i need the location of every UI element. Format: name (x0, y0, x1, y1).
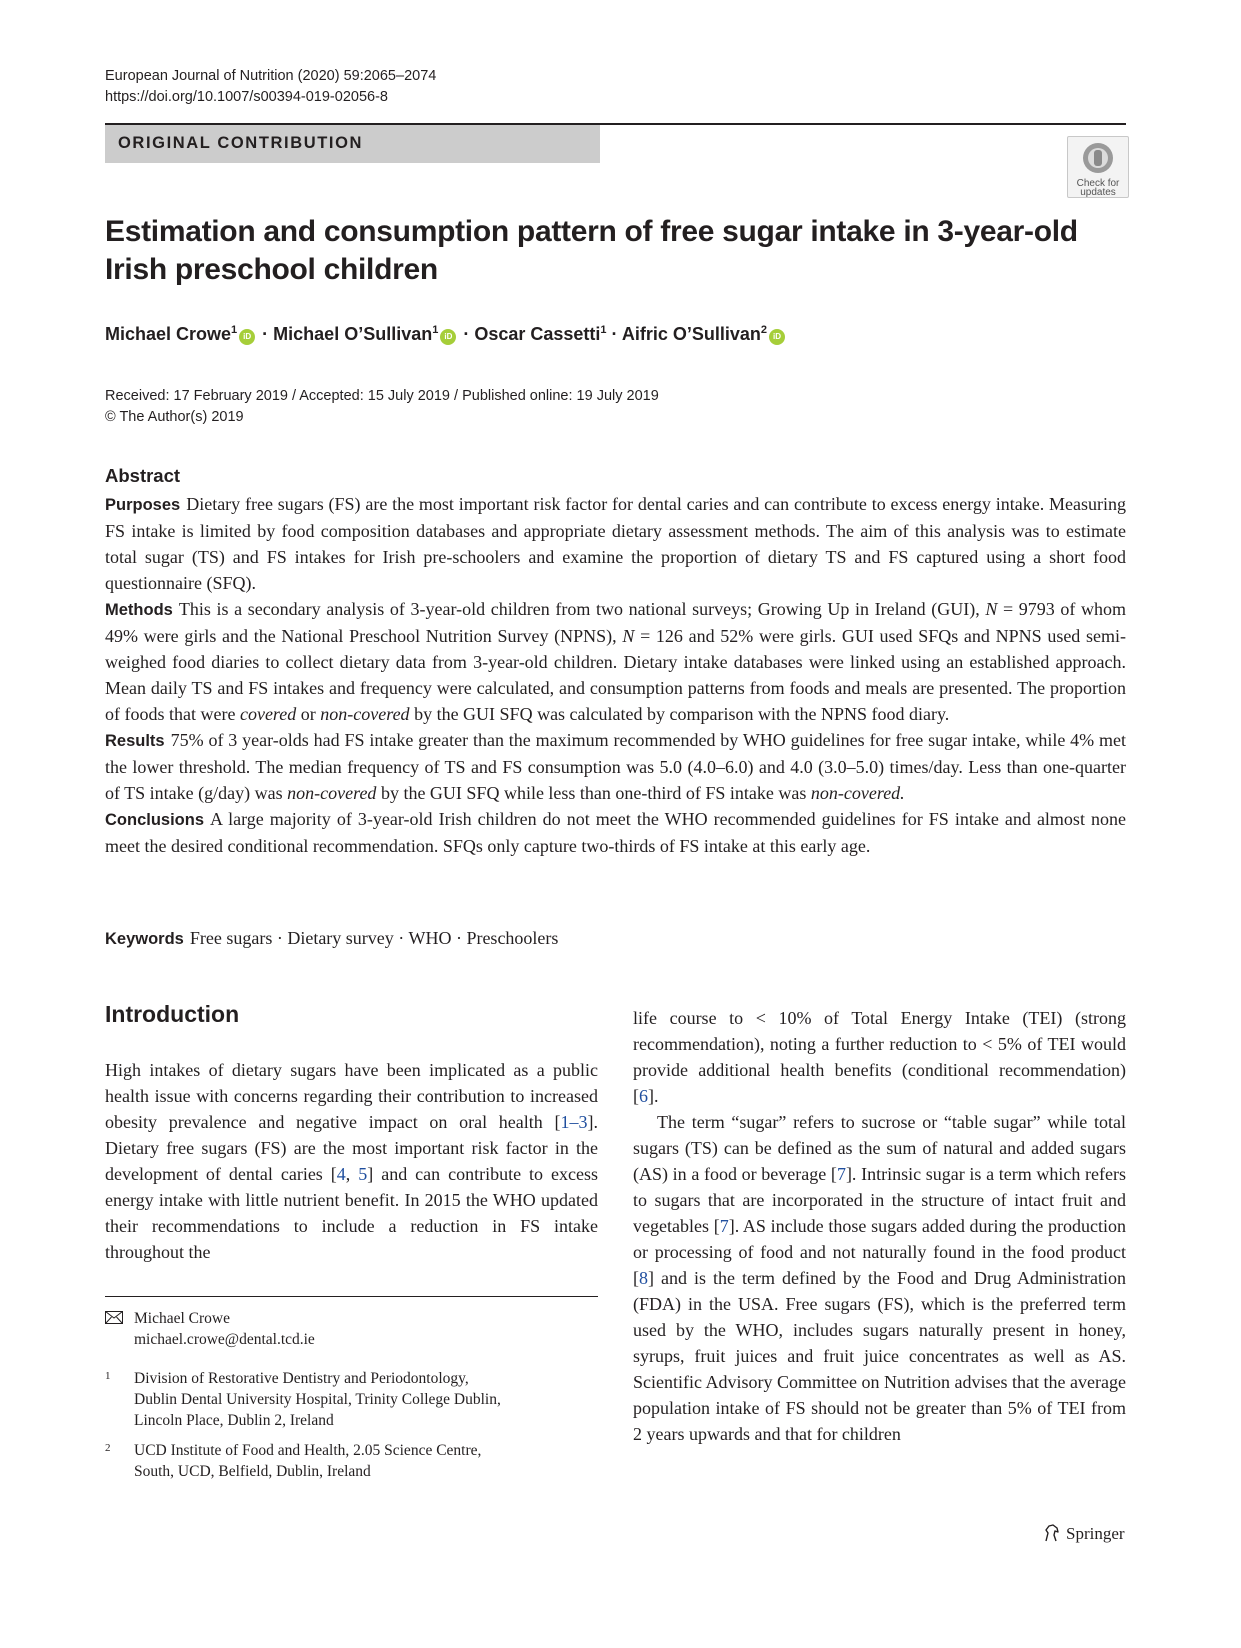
dates-line: Received: 17 February 2019 / Accepted: 15 July 2019 / Published online: 19 July 2019 (105, 388, 659, 404)
title-line-2: Irish preschool children (105, 253, 438, 286)
methods-n-symbol: N (985, 599, 998, 619)
author-affiliation: 1 (600, 324, 607, 336)
conclusions-label: Conclusions (105, 811, 205, 829)
journal-citation (105, 66, 436, 108)
affiliation-line: Dublin Dental University Hospital, Trinity College Dublin, (134, 1391, 501, 1408)
methods-emphasis: non-covered (320, 704, 410, 724)
intro-text: The term “sugar” refers to sucrose or “table sugar” while total sugars (TS) can be defined as the sum of natural and added sugars (AS) in a food or beverage [ (633, 1112, 1126, 1184)
check-updates-label-1: Check for (1076, 178, 1120, 189)
author-name[interactable]: Michael O’Sullivan (273, 324, 433, 344)
methods-text: This is a secondary analysis of 3-year-old children from two national surveys; Growing Up in Ireland (GUI), (178, 599, 986, 619)
methods-label: Methods (105, 601, 173, 619)
intro-text: , (345, 1164, 359, 1184)
envelope-icon (105, 1311, 123, 1324)
footnote-rule (105, 1296, 598, 1297)
author-list: Michael Crowe$^1$iD · Michael O’Sullivan$^1$iD · Oscar Cassetti$^1$ · Aifric O’Sullivan$^2$iD (105, 324, 787, 345)
results-emphasis: non-covered. (810, 783, 905, 803)
orcid-icon[interactable]: iD (239, 329, 255, 345)
intro-text: High intakes of dietary sugars have been implicated as a public health issue with concerns regarding their contribution to increased obesity prevalence and negative impact on oral health [ (105, 1060, 598, 1132)
author-name[interactable]: Michael Crowe (105, 324, 232, 344)
section-label: ORIGINAL CONTRIBUTION (118, 134, 364, 152)
methods-n-symbol: N (622, 626, 635, 646)
abstract-body (105, 491, 1126, 859)
intro-left-column (105, 1057, 598, 1265)
author-affiliation: 1 (231, 324, 238, 336)
purposes-text: Dietary free sugars (FS) are the most important risk factor for dental caries and can contribute to excess energy intake. Measuring FS intake is limited by food composition databases and appropriate dietary assessment methods. The aim of this analysis was to estimate total sugar (TS) and FS intakes for Irish pre-schoolers and examine the proportion of dietary TS and FS captured using a short food questionnaire (SFQ). (105, 494, 1126, 593)
keywords-text: Free sugars · Dietary survey · WHO · Preschoolers (189, 928, 559, 948)
author-affiliation: 1 (432, 324, 439, 336)
abstract-results (105, 727, 1126, 806)
methods-text: or (296, 704, 321, 724)
orcid-icon[interactable]: iD (769, 329, 785, 345)
corresponding-email[interactable]: michael.crowe@dental.tcd.ie (134, 1331, 315, 1348)
author-name[interactable]: Oscar Cassetti (474, 324, 601, 344)
intro-paragraph (633, 1005, 1126, 1109)
corresponding-name: Michael Crowe (134, 1310, 230, 1327)
publisher-name: Springer (1066, 1524, 1125, 1543)
keywords (105, 928, 558, 949)
abstract-heading: Abstract (105, 465, 181, 486)
results-emphasis: non-covered (287, 783, 377, 803)
citation-link[interactable]: 7 (836, 1164, 846, 1184)
abstract-purposes (105, 491, 1126, 596)
affiliation-number: 2 (105, 1442, 111, 1454)
intro-paragraph (633, 1109, 1126, 1447)
purposes-label: Purposes (105, 496, 181, 514)
doi-link[interactable]: https://doi.org/10.1007/s00394-019-02056-8 (105, 89, 388, 105)
citation-link[interactable]: 4 (336, 1164, 346, 1184)
citation-link[interactable]: 1–3 (560, 1112, 588, 1132)
keywords-label: Keywords (105, 930, 184, 948)
conclusions-text: A large majority of 3-year-old Irish children do not meet the WHO recommended guidelines for FS intake and almost none meet the desired conditional recommendation. SFQs only capture two-thirds of FS intake at this early age. (105, 809, 1126, 856)
intro-text: ] and can contribute to excess energy intake with little nutrient benefit. In 2015 the WHO updated their recommendations to include a reduction in FS intake throughout the (105, 1164, 598, 1262)
intro-text: life course to < 10% of Total Energy Intake (TEI) (strong recommendation), noting a further reduction to < 5% of TEI would provide additional health benefits (conditional recommendation) [ (633, 1008, 1126, 1106)
journal-line: European Journal of Nutrition (2020) 59:2065–2074 (105, 68, 437, 84)
methods-text: = 9793 of whom 49% were girls and the National Preschool Nutrition Survey (NPNS), (105, 599, 1126, 646)
methods-emphasis: covered (239, 704, 297, 724)
article-title (105, 213, 1126, 289)
abstract-conclusions (105, 806, 1126, 859)
title-line-1: Estimation and consumption pattern of free sugar intake in 3-year-old (105, 215, 1078, 248)
check-updates-icon (1081, 141, 1115, 175)
methods-text: by the GUI SFQ was calculated by comparison with the NPNS food diary. (409, 704, 950, 724)
orcid-icon[interactable]: iD (440, 329, 456, 345)
copyright-line: © The Author(s) 2019 (105, 409, 244, 425)
check-for-updates-badge[interactable] (1067, 136, 1129, 198)
results-text: by the GUI SFQ while less than one-third of FS intake was (376, 783, 811, 803)
affiliation-line: South, UCD, Belfield, Dublin, Ireland (134, 1463, 371, 1480)
abstract-methods (105, 596, 1126, 727)
intro-text: ]. (648, 1086, 659, 1106)
affiliation-number: 1 (105, 1370, 111, 1382)
methods-text: = 126 and 52% were girls. GUI used SFQs and NPNS used semi-weighed food diaries to collect dietary data from 3-year-old children. Dietary intake databases were linked using an established approach. Mean daily TS and FS intakes and frequency were calculated, and consumption patterns from foods and meals are presented. The proportion of foods that were (105, 626, 1126, 724)
publication-dates (105, 386, 659, 428)
intro-paragraph (105, 1057, 598, 1265)
intro-text: ]. Intrinsic sugar is a term which refers to sugars that are incorporated in the structure of intact fruit and vegetables [ (633, 1164, 1127, 1236)
citation-link[interactable]: 7 (719, 1216, 729, 1236)
results-text: 75% of 3 year-olds had FS intake greater than the maximum recommended by WHO guidelines for free sugar intake, while 4% met the lower threshold. The median frequency of TS and FS consumption was 5.0 (4.0–6.0) and 4.0 (3.0–5.0) times/day. Less than one-quarter of TS intake (g/day) was (105, 730, 1126, 803)
author-name[interactable]: Aifric O’Sullivan (621, 324, 761, 344)
citation-link[interactable]: 6 (639, 1086, 648, 1106)
intro-text: ]. Dietary free sugars (FS) are the most important risk factor in the development of dental caries [ (105, 1112, 598, 1184)
citation-link[interactable]: 8 (639, 1268, 648, 1288)
author-affiliation: 2 (760, 324, 768, 336)
affiliation-line: UCD Institute of Food and Health, 2.05 Science Centre, (134, 1442, 482, 1459)
section-label-bar (105, 125, 600, 163)
citation-link[interactable]: 5 (358, 1164, 368, 1184)
affiliation-line: Division of Restorative Dentistry and Periodontology, (134, 1370, 469, 1387)
intro-text: ]. AS include those sugars added during the production or processing of food and not naturally found in the food product [ (633, 1216, 1126, 1288)
intro-text: ] and is the term defined by the Food and Drug Administration (FDA) in the USA. Free sugars (FS), which is the preferred term used by the WHO, includes sugars naturally present in honey, syrups, fruit juices and fruit juice concentrates as well as AS. Scientific Advisory Committee on Nutrition advises that the average population intake of FS should not be greater than 5% of TEI from 2 years upwards and that for children (633, 1268, 1126, 1444)
affiliation-line: Lincoln Place, Dublin 2, Ireland (134, 1412, 334, 1429)
publisher-logo (1042, 1523, 1125, 1544)
introduction-heading: Introduction (105, 1001, 240, 1027)
check-updates-label-2: updates (1080, 187, 1116, 198)
springer-horse-icon (1042, 1523, 1062, 1543)
results-label: Results (105, 732, 165, 750)
intro-right-column (633, 1005, 1126, 1447)
